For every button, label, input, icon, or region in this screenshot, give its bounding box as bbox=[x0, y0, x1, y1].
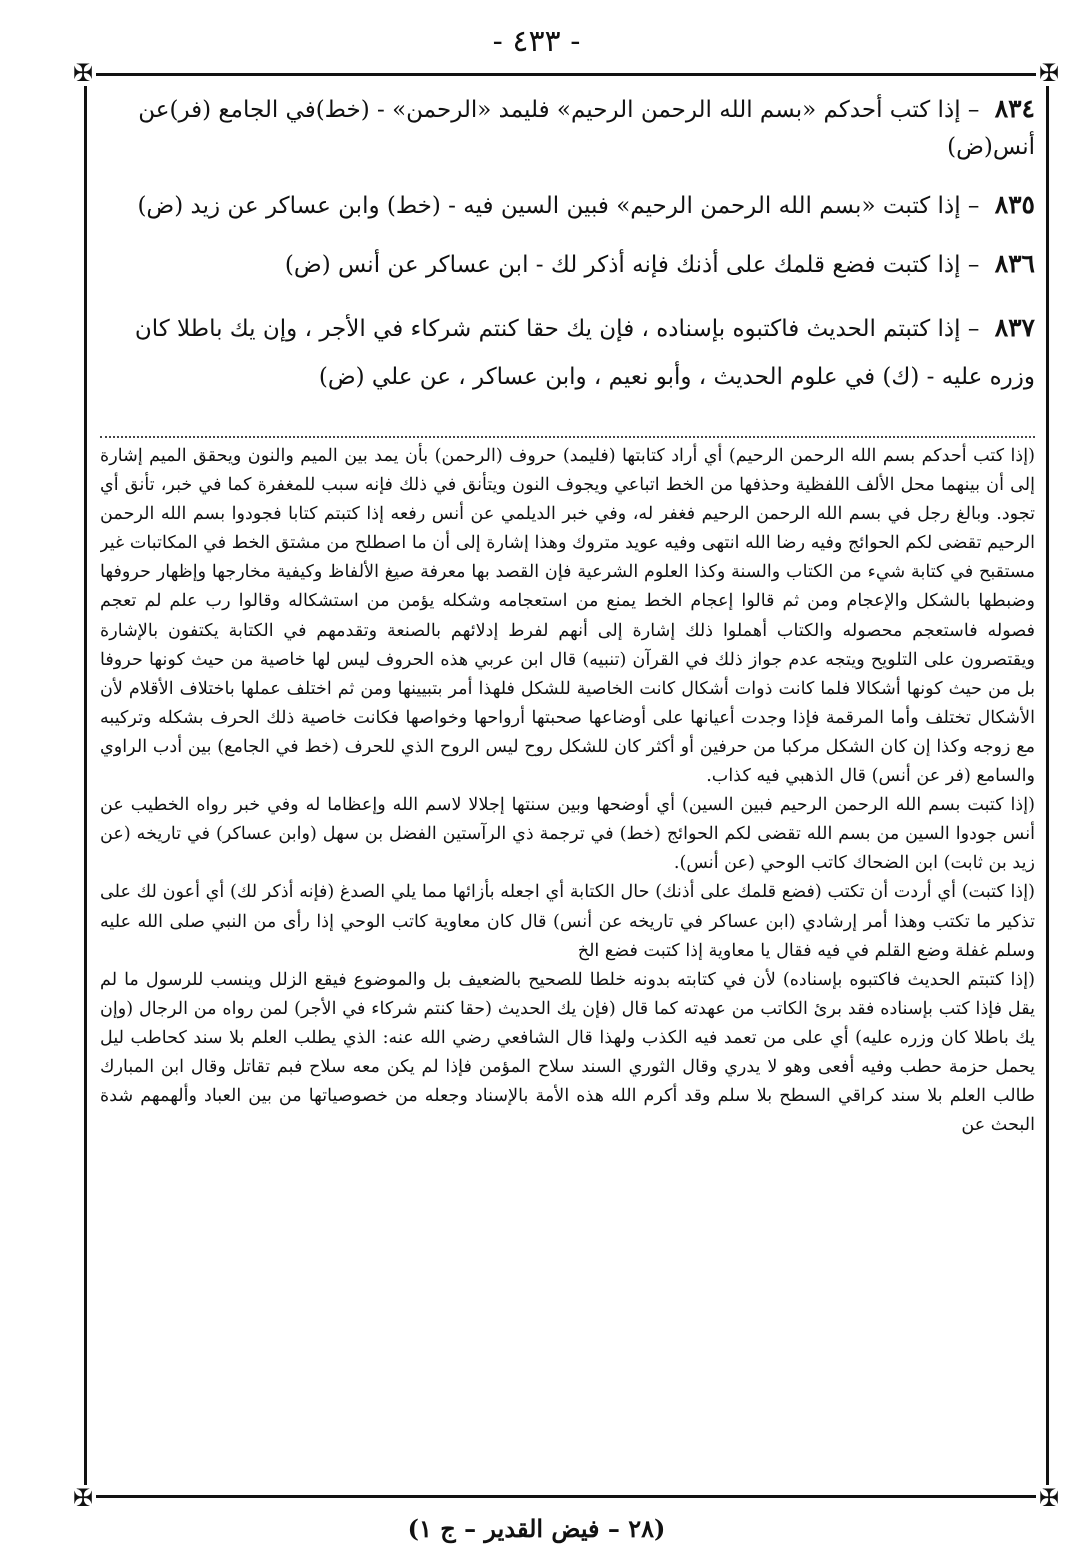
hadith-entry bbox=[100, 245, 1035, 284]
commentary bbox=[100, 442, 1035, 1484]
corner-ornament-icon: ✠ bbox=[1036, 1485, 1062, 1511]
hadith-text: – إذا كتبت فضع قلمك على أذنك فإنه أذكر لك - ابن عساكر عن أنس (ض) bbox=[284, 252, 980, 278]
hadith-number: ٨٣٤ bbox=[994, 94, 1035, 123]
hadith-number: ٨٣٧ bbox=[994, 313, 1035, 342]
commentary-paragraph: (إذا كتبت بسم الله الرحمن الرحيم فبين السين) أي أوضحها وبين سنتها إجلالا لاسم الله وإعظاما له وفي خبر رواه الخطيب عن أنس جودوا السين من بسم الله تقضى لكم الحوائج (خط) في ترجمة ذي الرآستين الفضل بن سهل (وابن عساكر) في تاريخه (عن زيد بن ثابت) ابن الضحاك كاتب الوحي (عن أنس). bbox=[100, 795, 1035, 874]
hadith-list bbox=[100, 90, 1035, 421]
hadith-number: ٨٣٦ bbox=[994, 249, 1035, 278]
commentary-paragraph: (إذا كتبت) أي أردت أن تكتب (فضع قلمك على أذنك) حال الكتابة أي اجعله بأزائها مما يلي الصدغ (فإنه أذكر لك) أي أعون لك على تذكير ما تكتب وهذا أمر إرشادي (ابن عساكر في تاريخه عن أنس) قال كان معاوية كاتب الوحي إذا رأى من النبي صلى الله عليه وسلم غفلة وضع القلم في فيه فقال يا معاوية إذا كتبت فضع الخ bbox=[100, 882, 1035, 961]
hadith-text: – إذا كتب أحدكم «بسم الله الرحمن الرحيم» فليمد «الرحمن» - (خط)في الجامع (فر)عن أنس(ض) bbox=[138, 97, 1035, 160]
commentary-paragraph: (إذا كتب أحدكم بسم الله الرحمن الرحيم) أي أراد كتابتها (فليمد) حروف (الرحمن) بأن يمد بين الميم والنون ويحقق الميم إشارة إلى أن بينهما محل الألف اللفظية وحذفها من الخط اتباعي ويجوف النون ويتأنق في ذلك فإنه سبب للمغفرة كما في خبر، تأنق أي تجود. وبالغ رجل في بسم الله الرحمن الرحيم فغفر له، وفي خبر الديلمي عن أنس رفعه إذا كتبتم كتابا فجودوا بسم الله الرحمن الرحيم تقضى لكم الحوائج وفيه رضا الله انتهى وفيه عويد متروك وهذا إشارة إلى أن ما اصطلح من مشتق الخط في المكاتبات غير مستقبح في كتابة شيء من الكتاب والسنة وكذا العلوم الشرعية فإن القصد بها معرفة صيغ الألفاظ وكيفية مخارجها وإظهار حروفها وضبطها بالشكل والإعجام ومن ثم قالوا إعجام الخط يمنع من استعجامه وشكله يؤمن من استشكاله وقالوا رب علم لم تعجم فصوله فاستعجم محصوله والكتاب أهملوا ذلك إشارة إلى أنهم لفرط إدلائهم بالصنعة وتقدمهم في الكتابة يكتفون بالإشارة ويقتصرون على التلويح ويتجه عدم جواز ذلك في القرآن (تنبيه) قال ابن عربي هذه الحروف ليس لها خاصية من حيث كونها حروفا بل من حيث كونها أشكالا فلما كانت ذوات أشكال كانت الخاصية للشكل فلهذا أمر بتبيينها ومن ثم اختلف عملها باختلاف الأقلام لأن الأشكال تختلف وأما المرقمة فإذا وجدت أعيانها على أوضاعها صحبتها أرواحها وخواصها فكانت خاصية ذلك الحرف بشكله وتركيبه مع زوجه وكذا إن كان الشكل مركبا من حرفين أو أكثر كان للشكل روح ليس الروح الذي للحرف (خط في الجامع) بين أدب الراوي والسامع (فر عن أنس) قال الذهبي فيه كذاب. bbox=[100, 446, 1035, 787]
hadith-text: – إذا كتبتم الحديث فاكتبوه بإسناده ، فإن يك حقا كنتم شركاء في الأجر ، وإن يك باطلا كان وزره عليه - (ك) في علوم الحديث ، وأبو نعيم ، وابن عساكر ، عن علي (ض) bbox=[134, 316, 1035, 390]
commentary-paragraph: (إذا كتبتم الحديث فاكتبوه بإسناده) لأن في كتابته بدونه خلطا للصحيح بالضعيف بل والموضوع فيقع الزلل وينسب للرسول ما لم يقل فإذا كتب بإسناده فقد برئ الكاتب من عهدته كما قال (فإن يك الحديث (حقا كنتم شركاء في الأجر) لمن رواه من الرجال (وإن يك باطلا كان وزره عليه) أي على من تعمد فيه الكذب ولهذا قال الشافعي رضي الله عنه: الذي يطلب العلم بلا سند كحاطب ليل يحمل حزمة حطب وفيه أفعى وهو لا يدري وقال الثوري السند سلاح المؤمن فإذا لم يكن معه سلاح فبم تقاتل وقال ابن المبارك طالب العلم بلا سند كراقي السطح بلا سلم وقد أكرم الله هذه الأمة بالإسناد وجعله من خصوصياتها من بين العباد وألهمهم شدة البحث عن bbox=[100, 969, 1035, 1136]
hadith-text: – إذا كتبت «بسم الله الرحمن الرحيم» فبين السين فيه - (خط) وابن عساكر عن زيد (ض) bbox=[137, 193, 980, 219]
hadith-entry bbox=[100, 186, 1035, 225]
page-footer: (٢٨ – فيض القدير – ج ١) bbox=[407, 1514, 666, 1543]
page-number: - ٤٣٣ - bbox=[492, 24, 581, 59]
hadith-entry bbox=[100, 304, 1035, 401]
corner-ornament-icon: ✠ bbox=[70, 60, 96, 86]
section-divider bbox=[100, 436, 1035, 438]
hadith-number: ٨٣٥ bbox=[994, 190, 1035, 219]
corner-ornament-icon: ✠ bbox=[70, 1485, 96, 1511]
hadith-entry bbox=[100, 90, 1035, 166]
corner-ornament-icon: ✠ bbox=[1036, 60, 1062, 86]
